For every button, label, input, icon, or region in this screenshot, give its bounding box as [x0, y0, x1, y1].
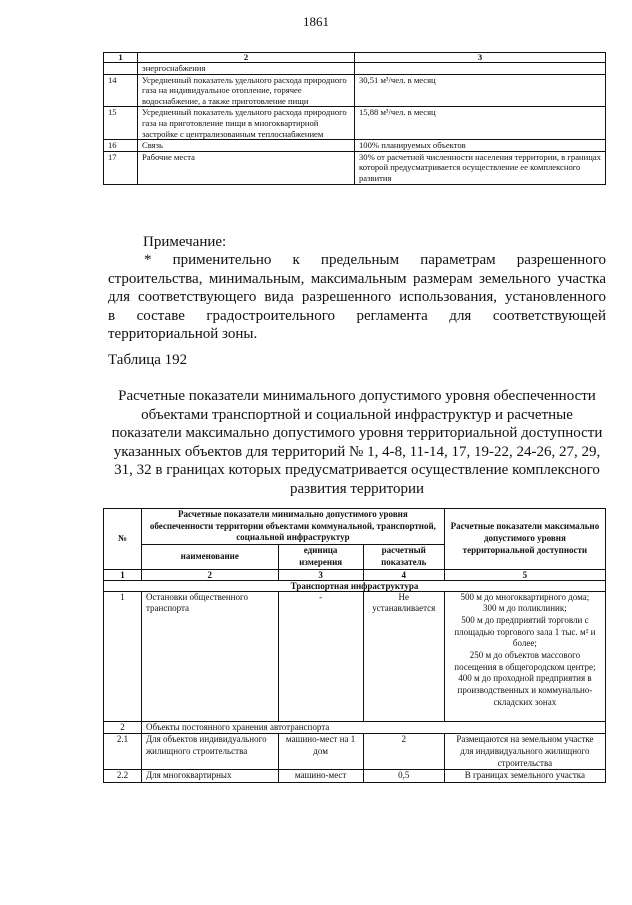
table-row [104, 74, 606, 107]
header-access: Расчетные показатели максимально допустимого уровня территориальной доступности [444, 509, 605, 570]
table-row [104, 770, 606, 783]
row-name: Остановки общественного транспорта [141, 591, 278, 721]
section-title: Транспортная инфраструктура [104, 580, 606, 591]
table-row [104, 151, 606, 184]
table-row [104, 721, 606, 734]
column-number: 4 [363, 569, 444, 580]
table-title-line: указанных объектов для территорий № 1, 4-8, 11-14, 17, 19-22, 24-26, 27, 29, [113, 443, 601, 460]
note-line: территориальной зоны. [108, 326, 258, 342]
column-number-row [104, 569, 606, 580]
row-value: 100% планируемых объектов [355, 140, 606, 152]
row-unit: - [278, 591, 363, 721]
table-row [104, 591, 606, 721]
table-title-line: Расчетные показатели минимального допустимого уровня обеспеченности [118, 388, 596, 404]
table-title-line: объектами транспортной и социальной инфраструктур и расчетные [141, 406, 573, 423]
header-name: наименование [141, 545, 278, 569]
column-number: 2 [141, 569, 278, 580]
row-name: Усредненный показатель удельного расхода природного газа на приготовление пищи в многоквартирной застройке с централизованным теплоснабжением [138, 107, 355, 140]
row-value: 30,51 м³/чел. в месяц [355, 74, 606, 107]
header-cell: 1 [104, 53, 138, 63]
row-name: Для объектов индивидуального жилищного строительства [141, 734, 278, 770]
access-item: 300 м до поликлиник; [483, 603, 567, 614]
row-unit: машино-мест на 1 дом [278, 734, 363, 770]
column-number: 5 [444, 569, 605, 580]
table-title [108, 387, 606, 499]
row-name: Объекты постоянного хранения автотранспорта [141, 721, 605, 734]
row-unit: машино-мест [278, 770, 363, 783]
header-group: Расчетные показатели минимально допустимого уровня обеспеченности территории объектами коммунальной, транспортной, социальной инфраструктур [141, 509, 444, 545]
row-value [355, 63, 606, 75]
table-row [104, 63, 606, 75]
access-item: 250 м до объектов массового посещения в общегородском центре; [454, 650, 596, 672]
row-number: 15 [104, 107, 138, 140]
row-calc: 0,5 [363, 770, 444, 783]
row-number: 2 [104, 721, 142, 734]
row-name: энергоснабжения [138, 63, 355, 75]
row-calc: Не устанавливается [363, 591, 444, 721]
row-name: Рабочие места [138, 151, 355, 184]
row-calc: 2 [363, 734, 444, 770]
row-value: 15,88 м³/чел. в месяц [355, 107, 606, 140]
table-title-line: развития территории [289, 480, 425, 497]
row-access [444, 591, 605, 721]
column-number: 1 [104, 569, 142, 580]
header-cell: 2 [138, 53, 355, 63]
section-row [104, 580, 606, 591]
note-line: в составе градостроительного регламента для соответствующей [108, 307, 606, 324]
access-item: 400 м до проходной предприятия в производственных и коммунально-складских зонах [457, 673, 593, 707]
header-unit: единица измерения [278, 545, 363, 569]
row-number: 2.1 [104, 734, 142, 770]
access-item: 500 м до многоквартирного дома; [460, 591, 590, 602]
table-header-row [104, 53, 606, 63]
row-number: 17 [104, 151, 138, 184]
row-name: Связь [138, 140, 355, 152]
row-value: 30% от расчетной численности населения территории, в границах которой предусматривается осуществление ее комплексного развития [355, 151, 606, 184]
note-body [108, 251, 606, 344]
table-label: Таблица 192 [108, 352, 188, 368]
access-item: 500 м до предприятий торговли с площадью торгового зала 1 тыс. м² и более; [454, 614, 596, 649]
row-number: 16 [104, 140, 138, 152]
table-title-line: 31, 32 в границах которых предусматривается осуществление комплексного [114, 462, 600, 479]
note-line: для соответствующего вида разрешенного использования, установленного [108, 289, 606, 305]
row-number [104, 63, 138, 75]
table-row [104, 107, 606, 140]
header-cell: 3 [355, 53, 606, 63]
row-name: Для многоквартирных [141, 770, 278, 783]
main-table [103, 508, 606, 783]
table-header-row [104, 509, 606, 545]
row-access: В границах земельного участка [444, 770, 605, 783]
table-row [104, 734, 606, 770]
note-line: * применительно к предельным параметрам разрешенного [144, 252, 606, 268]
column-number: 3 [278, 569, 363, 580]
page-number: 1861 [303, 14, 329, 29]
row-access: Размещаются на земельном участке для индивидуального жилищного строительства [444, 734, 605, 770]
header-calc: расчетный показатель [363, 545, 444, 569]
note-line: строительства, минимальным, максимальным размерам земельного участка [108, 270, 606, 287]
table-row [104, 140, 606, 152]
row-number: 2.2 [104, 770, 142, 783]
row-name: Усредненный показатель удельного расхода природного газа на индивидуальное отопление, горячее водоснабжение, а также приготовление пищи [138, 74, 355, 107]
note-title: Примечание: [143, 234, 227, 250]
top-table-continuation [103, 52, 606, 185]
row-number: 14 [104, 74, 138, 107]
table-title-line: показатели максимально допустимого уровня территориальной доступности [111, 425, 603, 442]
row-number: 1 [104, 591, 142, 721]
header-num: № [104, 509, 142, 570]
